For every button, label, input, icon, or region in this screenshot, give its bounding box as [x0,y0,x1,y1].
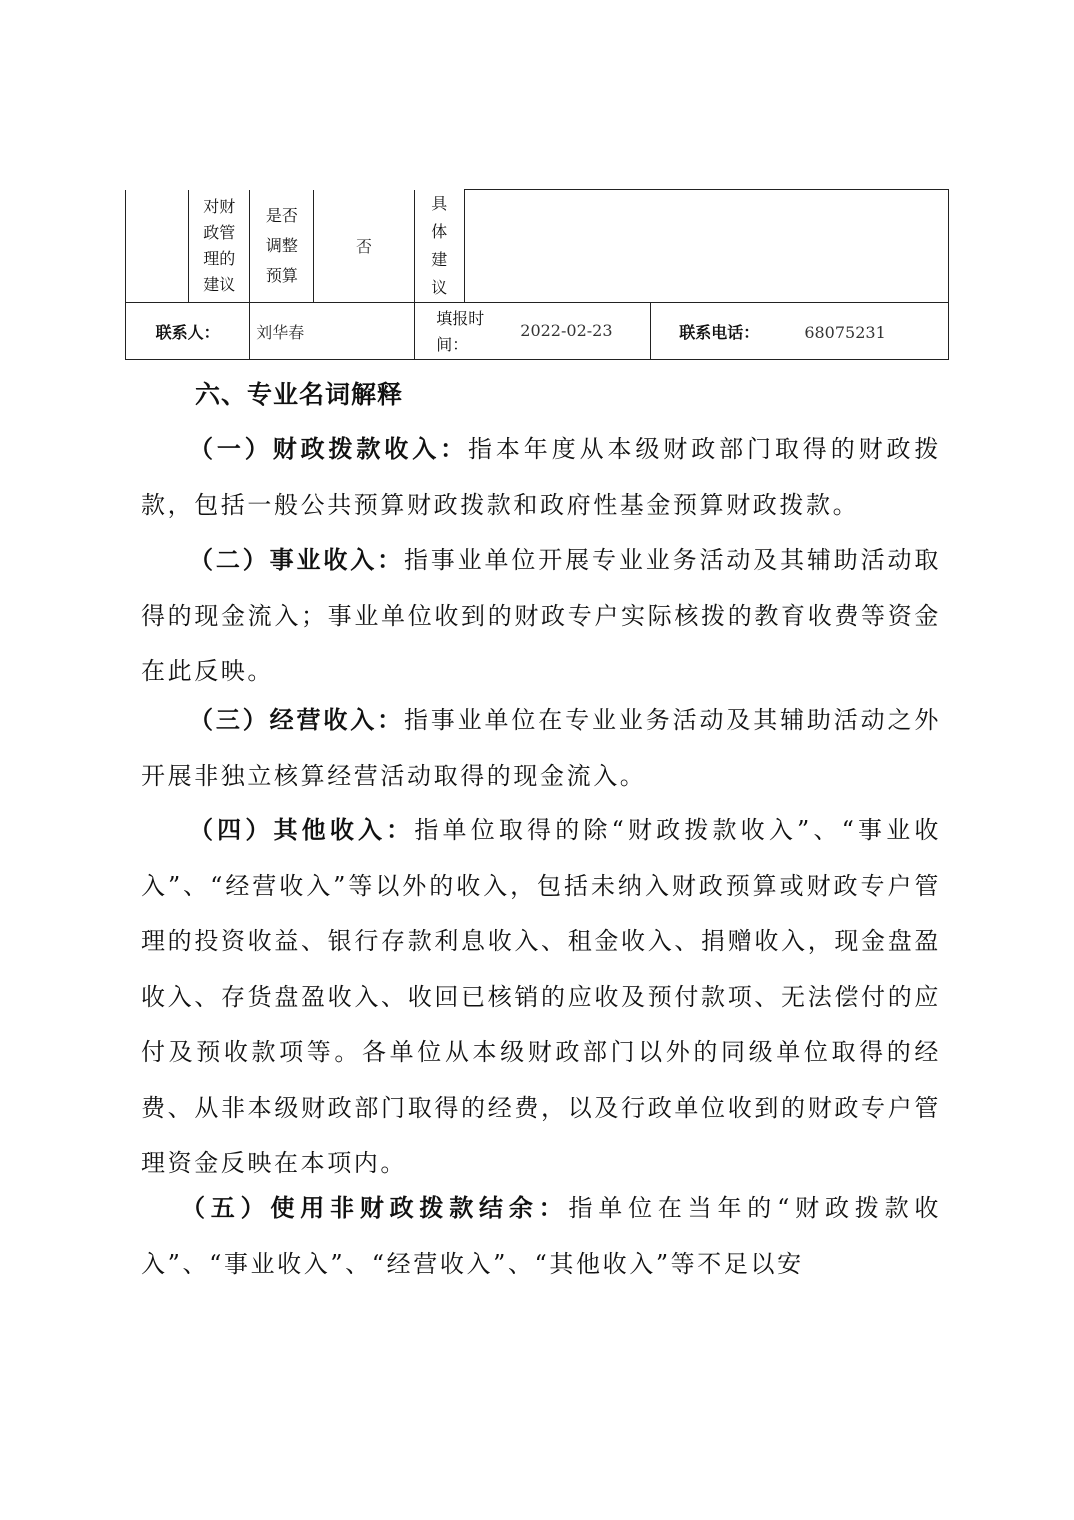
paragraph-5 [141,1180,941,1292]
finance-management-suggestion-label: 对财政管理的建议 [189,190,250,303]
contact-label-cell [126,303,250,360]
specific-suggestion-label: 具体建议 [414,190,464,303]
phone-label: 联系电话： [679,322,760,342]
adjust-budget-value: 否 [314,190,414,303]
finance-suggestion-table [125,189,949,360]
contact-row [126,303,949,360]
date-value: 2022-02-23 [520,321,613,340]
term-5: （五）使用非财政拨款结余： [181,1193,569,1222]
definition-2: 指事业单位开展专业业务活动及其辅助活动取得的现金流入；事业单位收到的财政专户实际核拨的教育收费等资金在此反映。 [141,546,941,685]
contact-label: 联系人： [155,322,220,342]
paragraph-4 [141,802,941,1192]
suggestion-row [126,190,949,303]
term-4: （四）其他收入： [189,815,415,844]
specific-suggestion-value [464,190,948,303]
definition-3: 指事业单位在专业业务活动及其辅助活动之外开展非独立核算经营活动取得的现金流入。 [141,706,941,790]
definition-1: 指本年度从本级财政部门取得的财政拨款，包括一般公共预算财政拨款和政府性基金预算财政拨款。 [141,435,941,519]
section-title: 六、专业名词解释 [195,380,404,409]
contact-value: 刘华春 [256,322,305,342]
definition-4: 指单位取得的除“财政拨款收入”、“事业收入”、“经营收入”等以外的收入，包括未纳入财政预算或财政专户管理的投资收益、银行存款利息收入、租金收入、捐赠收入，现金盘盈收入、存货盘盈收入、收回已核销的应收及预付款项、无法偿付的应付及预收款项等。各单位从本级财政部门以外的同级单位取得的经费、从非本级财政部门取得的经费，以及行政单位收到的财政专户管理资金反映在本项内。 [141,816,941,1177]
paragraph-2 [141,532,941,700]
date-label: 填报时间： [436,309,485,354]
term-2: （二）事业收入： [189,545,404,574]
definition-5: 指单位在当年的“财政拨款收入”、“事业收入”、“经营收入”、“其他收入”等不足以安 [141,1194,941,1278]
paragraph-1 [141,421,941,533]
blank-cell [126,190,189,303]
adjust-budget-label: 是否调整预算 [250,190,314,303]
phone-cell [651,303,949,360]
phone-value: 68075231 [804,322,886,342]
paragraph-3 [141,692,941,804]
term-3: （三）经营收入： [189,705,404,734]
date-value-cell [436,303,650,360]
term-1: （一）财政拨款收入： [189,434,468,463]
contact-value-cell [250,303,414,360]
